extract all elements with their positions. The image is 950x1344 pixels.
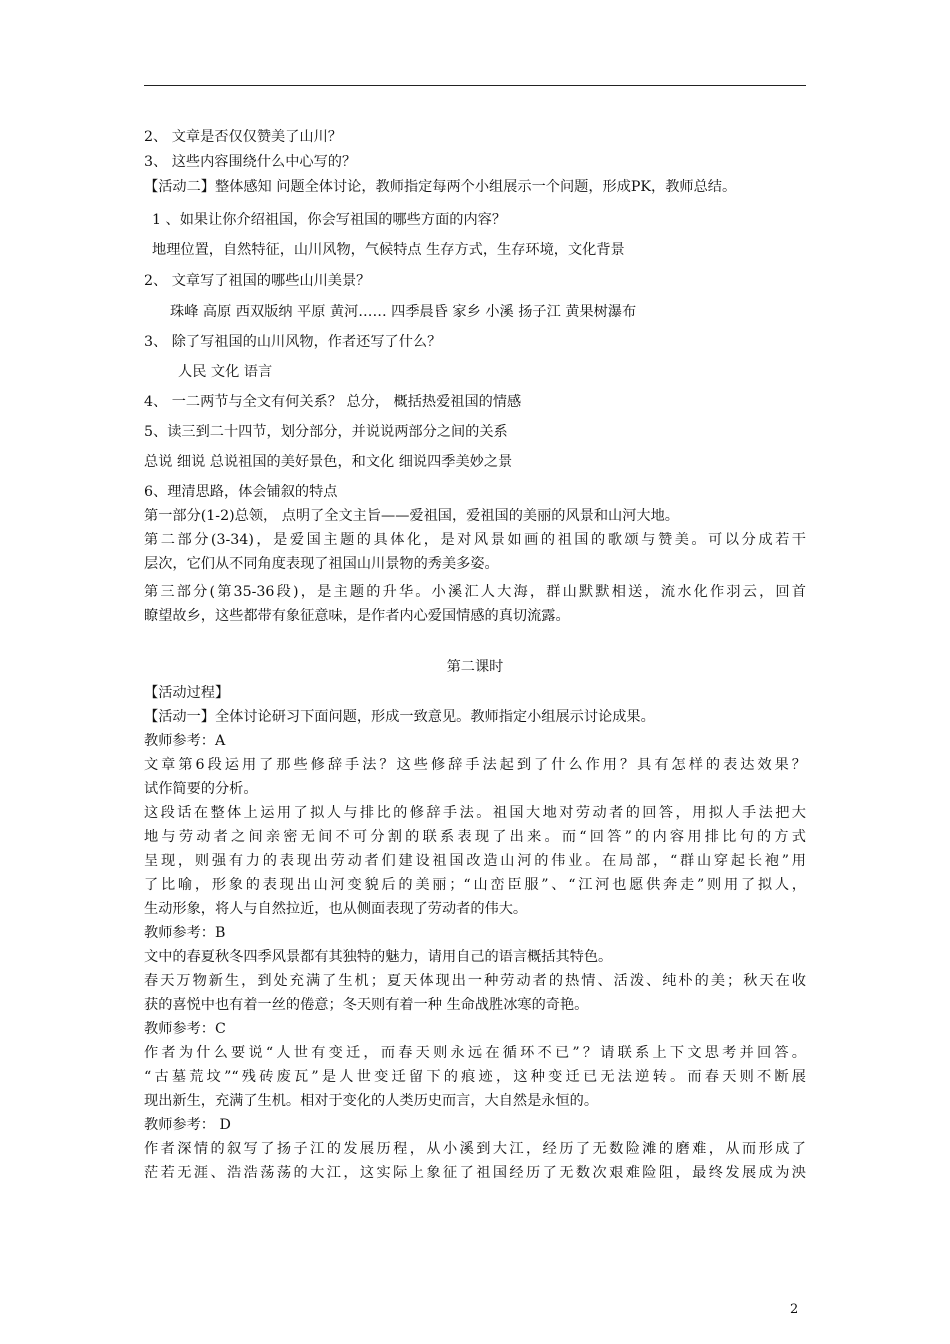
text-line: 层次，它们从不同角度表现了祖国山川景物的秀美多姿。: [144, 556, 499, 572]
text-line: 3、 除了写祖国的山川风物，作者还写了什么？: [144, 334, 442, 350]
text-line: 6、理清思路，体会铺叙的特点: [144, 484, 338, 500]
text-line: 文中的春夏秋冬四季风景都有其独特的魅力，请用自己的语言概括其特色。: [144, 949, 613, 965]
text-line: 教师参考：C: [144, 1021, 226, 1037]
text-line: 地与劳动者之间亲密无间不可分割的联系表现了出来。而“回答”的内容用排比句的方式: [144, 829, 806, 845]
section-title: 第二课时: [446, 659, 504, 675]
text-line: 【活动一】全体讨论研习下面问题，形成一致意见。教师指定小组展示讨论成果。: [144, 709, 655, 725]
text-line: 这段话在整体上运用了拟人与排比的修辞手法。祖国大地对劳动者的回答，用拟人手法把大: [144, 805, 806, 821]
text-line: 春天万物新生，到处充满了生机；夏天体现出一种劳动者的热情、活泼、纯朴的美；秋天在收: [144, 973, 806, 989]
text-line: 4、 一二两节与全文有何关系？ 总分， 概括热爱祖国的情感: [144, 394, 522, 410]
text-line: 第一部分(1-2)总领， 点明了全文主旨——爱祖国，爱祖国的美丽的风景和山河大地。: [144, 508, 679, 524]
text-line: 地理位置，自然特征，山川风物，气候特点 生存方式，生存环境，文化背景: [152, 242, 625, 258]
text-line: 教师参考：A: [144, 733, 226, 749]
text-line: 试作简要的分析。: [144, 781, 258, 797]
page-number: 2: [790, 1302, 799, 1317]
text-line: 第三部分(第35-36段)，是主题的升华。小溪汇人大海，群山默默相送，流水化作羽云，回首: [144, 584, 806, 600]
text-line: 教师参考：B: [144, 925, 226, 941]
text-line: 获的喜悦中也有着一丝的倦意；冬天则有着一种 生命战胜冰寒的奇艳。: [144, 997, 589, 1013]
text-line: 茫若无涯、浩浩荡荡的大江，这实际上象征了祖国经历了无数次艰难险阻，最终发展成为泱: [144, 1165, 806, 1181]
text-line: 作者深情的叙写了扬子江的发展历程，从小溪到大江，经历了无数险滩的磨难，从而形成了: [144, 1141, 806, 1157]
text-line: 作者为什么要说“人世有变迁，而春天则永远在循环不已”？请联系上下文思考并回答。: [144, 1045, 806, 1061]
text-line: 3、 这些内容围绕什么中心写的？: [144, 154, 357, 170]
text-line: 珠峰 高原 西双版纳 平原 黄河…… 四季晨昏 家乡 小溪 扬子江 黄果树瀑布: [170, 304, 637, 320]
text-line: 5、读三到二十四节，划分部分，并说说两部分之间的关系: [144, 424, 508, 440]
text-line: 2、 文章是否仅仅赞美了山川？: [144, 129, 342, 145]
text-line: 第二部分(3-34)，是爱国主题的具体化，是对风景如画的祖国的歌颂与赞美。可以分成若干: [144, 532, 806, 548]
text-line: 呈现，则强有力的表现出劳动者们建设祖国改造山河的伟业。在局部，“群山穿起长袍”用: [144, 853, 806, 869]
text-line: 1 、如果让你介绍祖国，你会写祖国的哪些方面的内容？: [152, 212, 507, 228]
text-line: 总说 细说 总说祖国的美好景色，和文化 细说四季美妙之景: [144, 454, 513, 470]
text-line: 瞭望故乡，这些都带有象征意味，是作者内心爱国情感的真切流露。: [144, 608, 570, 624]
text-line: 人民 文化 语言: [178, 364, 273, 380]
text-line: 2、 文章写了祖国的哪些山川美景？: [144, 273, 371, 289]
text-line: 生动形象，将人与自然拉近，也从侧面表现了劳动者的伟大。: [144, 901, 528, 917]
text-line: 现出新生，充满了生机。相对于变化的人类历史而言，大自然是永恒的。: [144, 1093, 599, 1109]
text-line: 【活动过程】: [144, 685, 230, 701]
text-line: 文章第6段运用了那些修辞手法？这些修辞手法起到了什么作用？具有怎样的表达效果？: [144, 757, 806, 773]
header-rule: [144, 85, 806, 86]
text-line: 【活动二】整体感知 问题全体讨论，教师指定每两个小组展示一个问题，形成PK，教师总结。: [144, 179, 737, 195]
text-line: 教师参考： D: [144, 1117, 231, 1133]
text-line: “古墓荒坟”“残砖废瓦”是人世变迁留下的痕迹，这种变迁已无法逆转。而春天则不断展: [144, 1069, 806, 1085]
text-line: 了比喻，形象的表现出山河变貌后的美丽；“山峦臣服”、“江河也愿供奔走”则用了拟人，: [144, 877, 806, 893]
